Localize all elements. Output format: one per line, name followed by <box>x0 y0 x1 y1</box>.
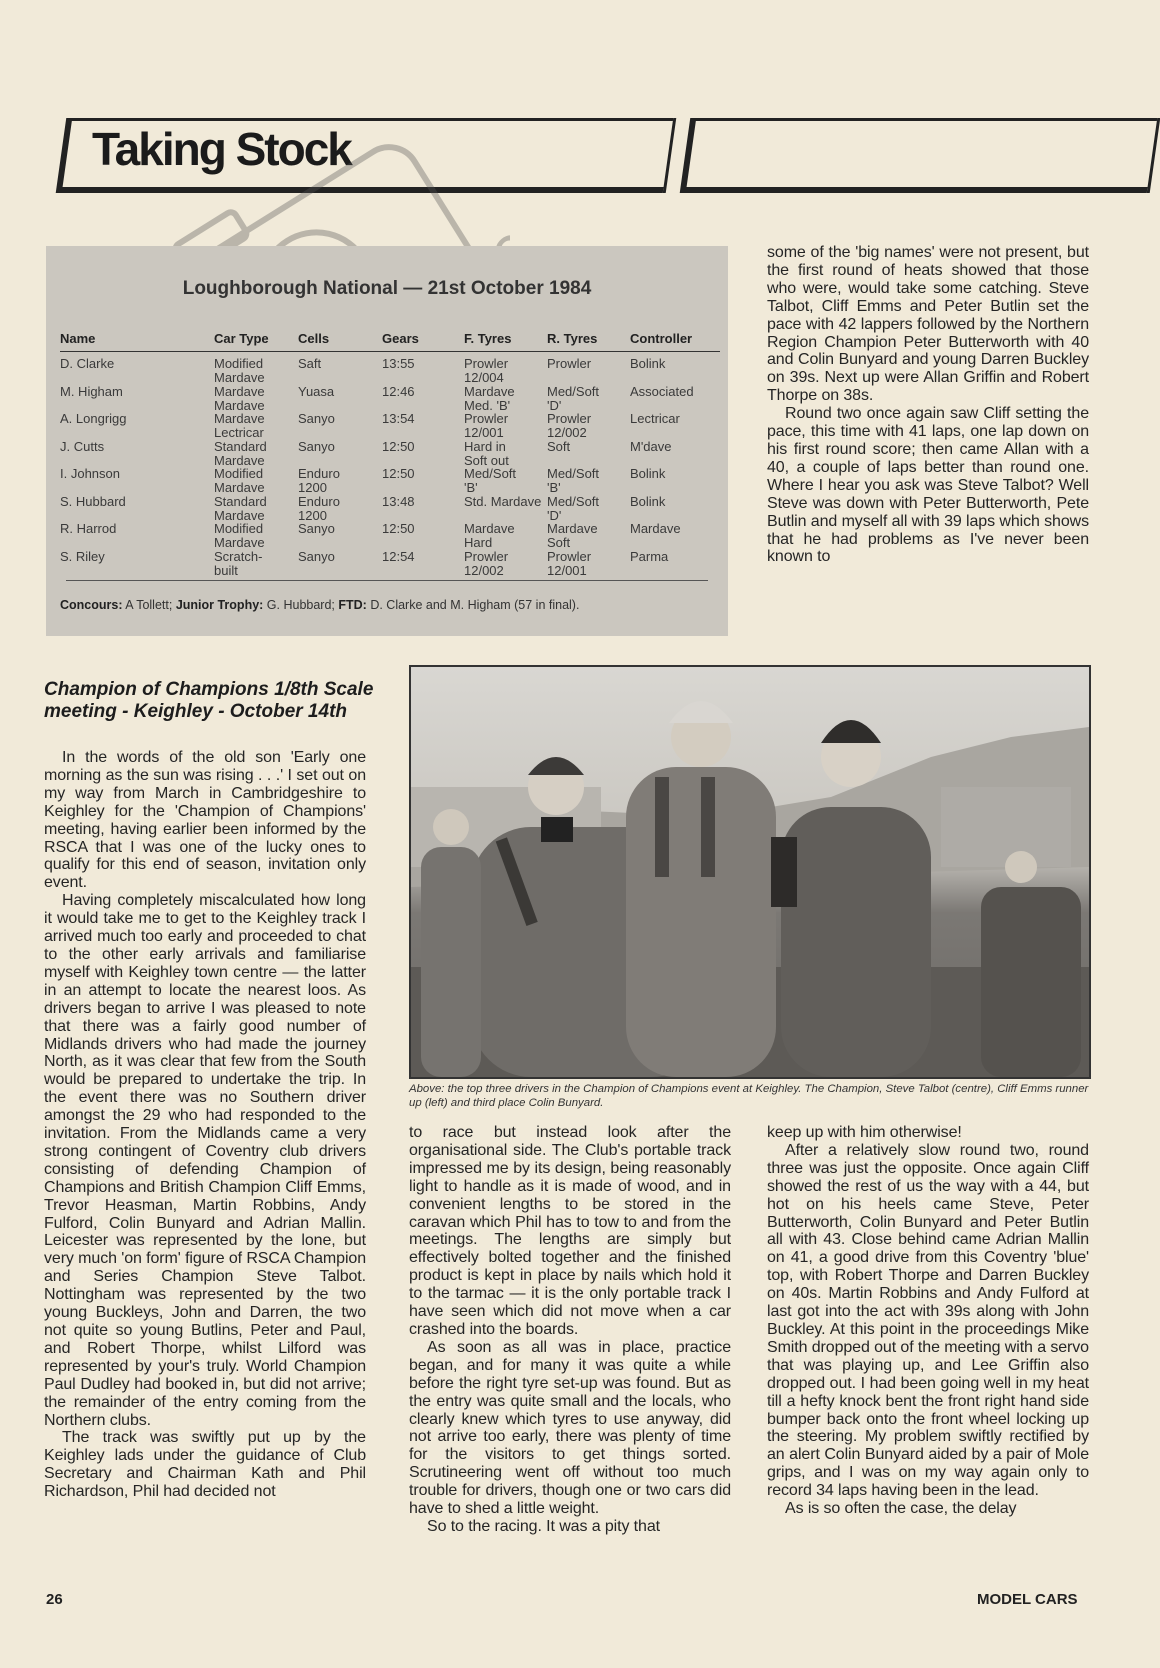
cell-rear-tyres: Med/Soft 'D' <box>547 494 600 523</box>
cell-rear-tyres: Soft <box>547 439 571 454</box>
paragraph: keep up with him otherwise! <box>767 1124 962 1141</box>
cell-controller: Bolink <box>630 356 666 371</box>
cell-name: M. Higham <box>60 384 123 399</box>
paragraph: to race but instead look after the organisational side. The Club's portable track impressed me by its design, being reasonably light to handle as it is made of wood, and in convenient lengths to be stored in the caravan which Phil has to tow to and from the meetings. The lengths are simply but effectively bolted together and the finished product is kept in place by nails which hold it to the tarmac — it is the only portable track I have seen which did not move when a car crashed into the boards. <box>409 1124 731 1338</box>
paragraph: Round two once again saw Cliff setting the pace, this time with 41 laps, one lap down on his first round score; then came Allan with a 40, a couple of laps better than round one. Where I hear you ask was Steve Talbot? Well Steve was down with Peter Butterworth, Pete Butlin and myself all with 39 laps which shows that he had problems as I've never been known to <box>767 405 1089 566</box>
cell-cells: Sanyo <box>298 411 335 426</box>
cell-rear-tyres: Prowler 12/002 <box>547 411 592 440</box>
cell-car-type: Mardave Lectricar <box>214 411 265 440</box>
cell-front-tyres: Std. Mardave <box>464 494 542 509</box>
cell-front-tyres: Med/Soft 'B' <box>464 466 517 495</box>
cell-gears: 12:50 <box>382 439 415 454</box>
ftd-value: D. Clarke and M. Higham (57 in final). <box>370 598 580 612</box>
cell-controller: Bolink <box>630 466 666 481</box>
concours-label: Concours: <box>60 598 123 612</box>
table-footer-divider <box>66 580 708 581</box>
page-section-title: Taking Stock <box>92 123 351 175</box>
cell-gears: 12:54 <box>382 549 415 564</box>
cell-cells: Enduro 1200 <box>298 466 340 495</box>
article-heading: Champion of Champions 1/8th Scale meeting - Keighley - October 14th <box>44 679 374 722</box>
cell-cells: Saft <box>298 356 322 371</box>
cell-rear-tyres: Med/Soft 'B' <box>547 466 600 495</box>
paragraph: After a relatively slow round two, round three was just the opposite. Once again Cliff showed the rest of us the way with a 44, but hot on his heels came Steve, Peter Butterworth, Colin Bunyard and Peter Butlin all with 43. Close behind came Adrian Mallin on 41, a good drive from this Coventry 'blue' top, with Robert Thorpe and Darren Buckley on 40s. Martin Robbins and Andy Fulford at last got into the act with 39s along with John Buckley. At this point in the proceedings Mike Smith dropped out of the meeting with a servo that was playing up, and Lee Griffin also dropped out. I had been going well in my heat till a hefty knock bent the front right hand side bumper back onto the front wheel locking up the steering. My problem swiftly rectified by an alert Colin Bunyard aided by a pair of Mole grips, and I was on my way again only to record 34 laps having been in the lead. <box>767 1141 1089 1500</box>
cell-car-type: Modified Mardave <box>214 521 265 550</box>
cell-rear-tyres: Mardave Soft <box>547 521 598 550</box>
cell-controller: Parma <box>630 549 669 564</box>
junior-trophy-value: G. Hubbard; <box>266 598 335 612</box>
col-header: F. Tyres <box>464 331 512 346</box>
magazine-name: MODEL CARS <box>977 1591 1078 1608</box>
awards-line <box>60 598 579 612</box>
cell-controller: Lectricar <box>630 411 680 426</box>
cell-name: D. Clarke <box>60 356 115 371</box>
cell-gears: 12:46 <box>382 384 415 399</box>
col-header: Name <box>60 331 96 346</box>
cell-name: S. Hubbard <box>60 494 126 509</box>
col-header: R. Tyres <box>547 331 598 346</box>
cell-gears: 13:54 <box>382 411 415 426</box>
cell-name: J. Cutts <box>60 439 105 454</box>
cell-car-type: Scratch- built <box>214 549 263 578</box>
concours-value: A Tollett; <box>125 598 173 612</box>
trophy-photo <box>409 665 1091 1079</box>
cell-gears: 12:50 <box>382 521 415 536</box>
cell-cells: Enduro 1200 <box>298 494 340 523</box>
cell-front-tyres: Prowler 12/002 <box>464 549 509 578</box>
header-divider <box>60 351 720 352</box>
cell-name: I. Johnson <box>60 466 120 481</box>
cell-cells: Sanyo <box>298 521 335 536</box>
text-column-top-right <box>767 244 1089 566</box>
col-header: Cells <box>298 331 330 346</box>
cell-rear-tyres: Prowler 12/001 <box>547 549 592 578</box>
cell-car-type: Standard Mardave <box>214 439 267 468</box>
cell-cells: Sanyo <box>298 549 335 564</box>
cell-front-tyres: Prowler 12/001 <box>464 411 509 440</box>
cell-front-tyres: Prowler 12/004 <box>464 356 509 385</box>
paragraph: Having completely miscalculated how long it would take me to get to the Keighley track I arrived much too early and proceeded to chat to the other early arrivals and familiarise myself with Keighley town centre — the latter in an attempt to locate the nearest loos. As drivers began to arrive I was pleased to note that there was a fairly good number of Midlands drivers who had made the journey North, as it was clear that few from the South would be prepared to undertake the trip. In the event there was no Southern driver amongst the 29 who had responded to the invitation. From the Midlands came a very strong contingent of Coventry club drivers consisting of defending Champion of Champions and British Champion Cliff Emms, Trevor Heasman, Martin Robbins, Andy Fulford, Colin Bunyard and Adrian Mallin. Leicester was represented by the lone, but very much 'on form' figure of RSCA Champion and Series Champion Steve Talbot. Nottingham was represented by the two young Buckleys, John and Darren, the two not quite so young Butlins, Peter and Paul, and Robert Thorpe, whilst Lilford was represented by your's truly. World Champion Paul Dudley had booked in, but did not arrive; the remainder of the entry coming from the Northern clubs. <box>44 892 366 1429</box>
photo-illustration <box>411 667 1089 1077</box>
paragraph: As soon as all was in place, practice began, and for many it was quite a while before the right tyre set-up was found. But as the entry was quite small and the locals, who clearly knew which tyres to use anyway, did not arrive too early, there was plenty of time for the visitors to get things sorted. Scrutineering went off without too much trouble for drivers, though one or two cars did have to shed a little weight. <box>409 1338 731 1518</box>
cell-controller: Bolink <box>630 494 666 509</box>
cell-name: A. Longrigg <box>60 411 127 426</box>
col-header: Controller <box>630 331 693 346</box>
results-table-panel <box>46 246 728 636</box>
paragraph: some of the 'big names' were not present, but the first round of heats showed that those who were, would take some catching. Steve Talbot, Cliff Emms and Peter Butlin set the pace with 42 lappers followed by the Northern Region Champion Peter Butterworth with 40 and Colin Bunyard and young Darren Buckley on 39s. Next up were Allan Griffin and Robert Thorpe on 38s. <box>767 244 1089 405</box>
page-number: 26 <box>46 1591 63 1608</box>
cell-controller: M'dave <box>630 439 672 454</box>
cell-controller: Associated <box>630 384 694 399</box>
text-column-2 <box>409 1124 731 1536</box>
junior-trophy-label: Junior Trophy: <box>175 598 264 612</box>
text-column-3 <box>767 1124 1089 1518</box>
cell-controller: Mardave <box>630 521 681 536</box>
cell-name: S. Riley <box>60 549 105 564</box>
cell-front-tyres: Mardave Med. 'B' <box>464 384 515 413</box>
col-header: Gears <box>382 331 419 346</box>
cell-car-type: Mardave Mardave <box>214 384 265 413</box>
results-title: Loughborough National — 21st October 1984 <box>182 278 592 299</box>
cell-gears: 13:55 <box>382 356 415 371</box>
paragraph: So to the racing. It was a pity that <box>427 1517 660 1535</box>
cell-gears: 12:50 <box>382 466 415 481</box>
header-empty-frame <box>683 118 1158 193</box>
cell-cells: Yuasa <box>298 384 335 399</box>
cell-rear-tyres: Med/Soft 'D' <box>547 384 600 413</box>
paragraph: As is so often the case, the delay <box>785 1500 1017 1518</box>
cell-rear-tyres: Prowler <box>547 356 592 371</box>
cell-car-type: Modified Mardave <box>214 356 265 385</box>
cell-car-type: Modified Mardave <box>214 466 265 495</box>
photo-caption: Above: the top three drivers in the Champion of Champions event at Keighley. The Champion, Steve Talbot (centre), Cliff Emms runner up (left) and third place Colin Bunyard. <box>409 1083 1089 1109</box>
paragraph: The track was swiftly put up by the Keighley lads under the guidance of Club Secretary and Chairman Kath and Phil Richardson, Phil had decided not <box>44 1429 366 1501</box>
cell-cells: Sanyo <box>298 439 335 454</box>
paragraph: In the words of the old son 'Early one morning as the sun was rising . . .' I set out on my way from March in Cambridgeshire to Keighley for the 'Champion of Champions' meeting, having earlier been informed by the RSCA that I was one of the lucky ones to qualify for this end of season, invitation only event. <box>44 749 366 892</box>
ftd-label: FTD: <box>338 598 367 612</box>
cell-gears: 13:48 <box>382 494 415 509</box>
col-header: Car Type <box>214 331 269 346</box>
cell-front-tyres: Hard in Soft out <box>464 439 509 468</box>
cell-front-tyres: Mardave Hard <box>464 521 515 550</box>
cell-name: R. Harrod <box>60 521 117 536</box>
cell-car-type: Standard Mardave <box>214 494 267 523</box>
text-column-1 <box>44 749 366 1501</box>
